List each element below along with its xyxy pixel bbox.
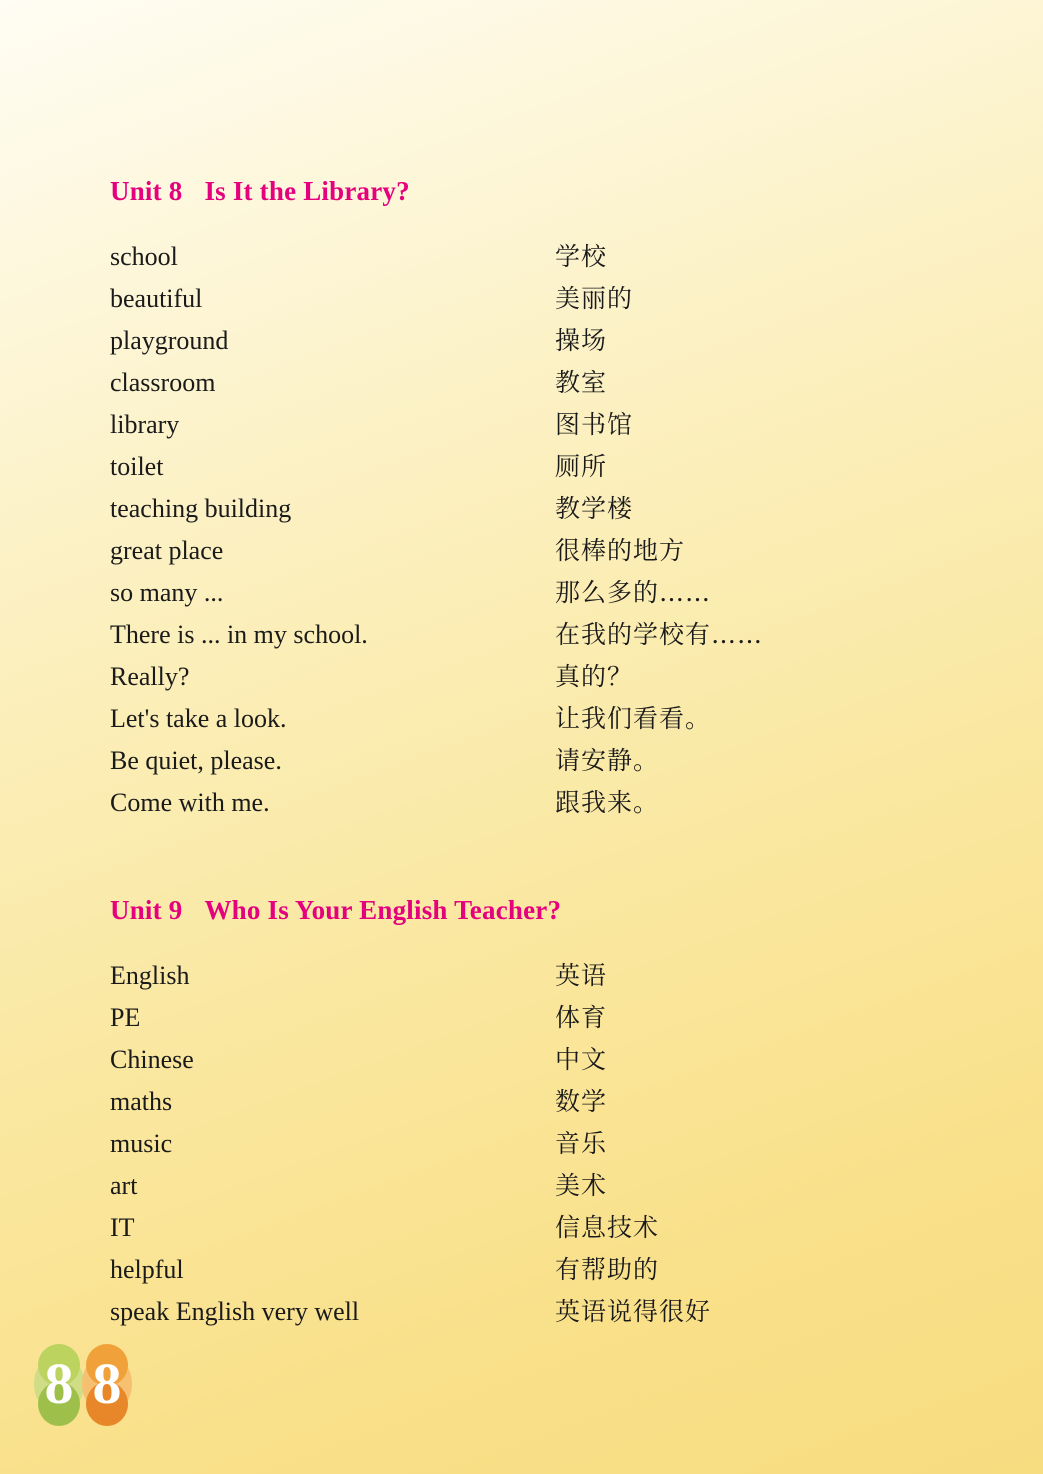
word-chinese: 学校 [555,242,608,271]
word-row [110,363,930,405]
word-chinese: 操场 [555,326,608,355]
word-row [110,1124,930,1166]
word-chinese: 美丽的 [555,284,634,313]
word-english: art [110,1171,138,1200]
word-chinese: 请安静。 [555,746,660,775]
word-english: maths [110,1087,173,1116]
word-row [110,998,930,1040]
page-number-text [34,1338,144,1430]
word-row [110,699,930,741]
unit-title-8: Is It the Library? [204,176,410,206]
unit-title-9: Who Is Your English Teacher? [204,895,562,925]
word-row [110,279,930,321]
page-number-digit: 8 [92,1351,122,1416]
vocabulary-content [110,176,930,1334]
word-row [110,657,930,699]
word-row [110,573,930,615]
word-row [110,1208,930,1250]
word-english: playground [110,326,229,355]
word-english: Come with me. [110,788,270,817]
word-english: Really? [110,662,190,691]
word-row [110,489,930,531]
word-chinese: 数学 [555,1087,608,1116]
word-english: English [110,961,190,990]
page-number [34,1338,144,1430]
word-row [110,1040,930,1082]
word-chinese: 很棒的地方 [555,536,686,565]
word-english: Chinese [110,1045,194,1074]
word-chinese: 信息技术 [555,1213,660,1242]
word-row [110,783,930,825]
word-chinese: 体育 [555,1003,608,1032]
word-chinese: 英语 [555,961,608,990]
word-english: speak English very well [110,1297,360,1326]
word-chinese: 音乐 [555,1129,608,1158]
word-chinese: 图书馆 [555,410,634,439]
word-chinese: 教室 [555,368,608,397]
word-row [110,447,930,489]
word-row [110,741,930,783]
word-row [110,321,930,363]
unit-number-9: Unit 9 [110,895,183,925]
word-chinese: 那么多的…… [555,578,712,607]
word-english: beautiful [110,284,203,313]
word-english: music [110,1129,173,1158]
unit-block-9 [110,895,930,1334]
word-list-9 [110,956,930,1334]
unit-heading-8 [110,176,930,207]
word-chinese: 中文 [555,1045,608,1074]
word-english: PE [110,1003,141,1032]
word-chinese: 让我们看看。 [555,704,712,733]
word-english: helpful [110,1255,184,1284]
word-chinese: 真的？ [555,662,634,691]
word-chinese: 有帮助的 [555,1255,660,1284]
word-english: so many ... [110,578,224,607]
word-chinese: 在我的学校有…… [555,620,764,649]
word-chinese: 美术 [555,1171,608,1200]
word-chinese: 跟我来。 [555,788,660,817]
word-english: classroom [110,368,216,397]
word-english: Be quiet, please. [110,746,282,775]
unit-block-8 [110,176,930,825]
word-row [110,237,930,279]
word-row [110,1292,930,1334]
word-row [110,1166,930,1208]
word-chinese: 英语说得很好 [555,1297,712,1326]
word-english: great place [110,536,224,565]
word-english: toilet [110,452,164,481]
word-list-8 [110,237,930,825]
word-row [110,531,930,573]
word-row [110,405,930,447]
word-english: school [110,242,178,271]
word-chinese: 厕所 [555,452,608,481]
unit-heading-9 [110,895,930,926]
word-english: IT [110,1213,135,1242]
word-row [110,956,930,998]
word-english: teaching building [110,494,292,523]
page-number-digit: 8 [44,1351,74,1416]
word-row [110,1250,930,1292]
word-chinese: 教学楼 [555,494,634,523]
word-english: There is ... in my school. [110,620,368,649]
word-row [110,615,930,657]
word-english: Let's take a look. [110,704,287,733]
word-row [110,1082,930,1124]
word-english: library [110,410,180,439]
unit-number-8: Unit 8 [110,176,183,206]
